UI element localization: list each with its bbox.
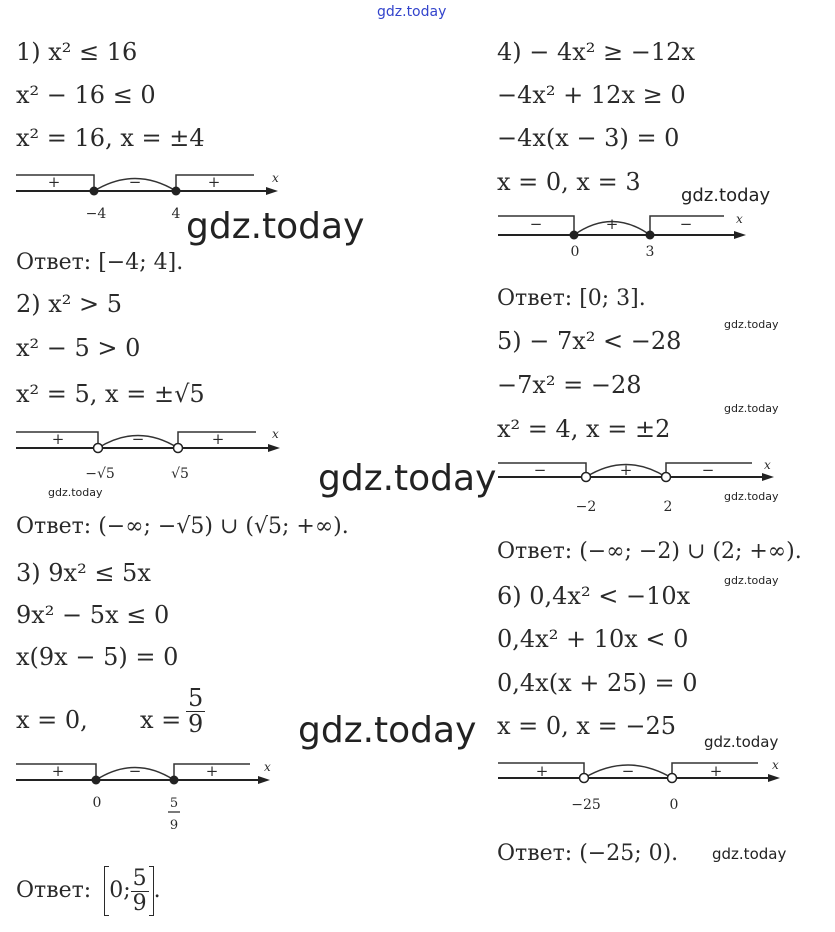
p6-point-left [580, 774, 589, 783]
p4-tick-2: 3 [645, 244, 655, 260]
p1-sign-3: + [207, 173, 221, 191]
watermark-small-4: gdz.today [724, 490, 779, 503]
watermark-small-3: gdz.today [724, 402, 779, 415]
p3-tick-2-den: 9 [169, 818, 179, 833]
p3-answer-prefix: Ответ: [16, 878, 92, 903]
p4-sign-2: + [605, 215, 619, 233]
p5-line-1: 5) − 7x² < −28 [497, 327, 682, 355]
p3-tick-1: 0 [92, 795, 102, 811]
p6-sign-1: + [535, 762, 549, 780]
p1-line-3: x² = 16, x = ±4 [16, 124, 205, 152]
p3-answer-frac-den: 9 [132, 890, 147, 916]
p3-root-left: x = 0, [16, 706, 88, 734]
p1-tick-2: 4 [171, 206, 181, 222]
p1-point-left [90, 187, 99, 196]
p3-axis-label: x [264, 760, 271, 774]
p3-line-3: x(9x − 5) = 0 [16, 643, 179, 671]
watermark-big-3: gdz.today [298, 710, 477, 751]
p3-answer-left: 0; [109, 878, 131, 903]
p4-line-3: −4x(x − 3) = 0 [497, 124, 680, 152]
p4-sign-3: − [679, 215, 693, 233]
p1-point-right [172, 187, 181, 196]
watermark-small-5: gdz.today [724, 574, 779, 587]
p4-number-line [496, 207, 752, 265]
p3-answer-frac-num: 5 [132, 866, 147, 892]
p1-sign-1: + [47, 173, 61, 191]
p6-point-right [668, 774, 677, 783]
p2-sign-2: − [131, 430, 145, 448]
p2-point-left [94, 444, 103, 453]
watermark-small-2: gdz.today [724, 318, 779, 331]
p5-axis-label: x [764, 458, 771, 472]
p6-axis-label: x [772, 758, 779, 772]
p3-frac-den: 9 [188, 710, 204, 739]
p6-line-4: x = 0, x = −25 [497, 712, 676, 740]
p2-line-2: x² − 5 > 0 [16, 334, 141, 362]
p2-sign-1: + [51, 430, 65, 448]
watermark-big-2: gdz.today [318, 458, 497, 499]
p2-number-line [14, 420, 286, 488]
p5-point-right [662, 473, 671, 482]
p1-axis-label: x [272, 171, 279, 185]
p5-line-2: −7x² = −28 [497, 371, 642, 399]
p1-line-2: x² − 16 ≤ 0 [16, 81, 156, 109]
p3-frac-num: 5 [188, 684, 204, 712]
p3-root-fraction [186, 686, 205, 737]
p5-point-left [582, 473, 591, 482]
p6-tick-1: −25 [571, 797, 601, 813]
p3-sign-3: + [205, 762, 219, 780]
p5-sign-3: − [701, 461, 715, 479]
p5-number-line [496, 453, 780, 515]
p4-sign-1: − [529, 215, 543, 233]
watermark-mid-2: gdz.today [704, 733, 779, 751]
p4-line-4: x = 0, x = 3 [497, 168, 641, 196]
p4-answer: Ответ: [0; 3]. [497, 286, 646, 311]
p3-point-right [170, 776, 179, 785]
p3-point-left [92, 776, 101, 785]
p4-line-1: 4) − 4x² ≥ −12x [497, 38, 695, 66]
p2-sign-3: + [211, 430, 225, 448]
p2-tick-1: −√5 [85, 466, 115, 482]
p1-tick-1: −4 [85, 206, 107, 222]
p3-sign-1: + [51, 762, 65, 780]
p5-sign-2: + [619, 461, 633, 479]
p2-axis-label: x [272, 427, 279, 441]
watermark-top: gdz.today [377, 4, 447, 20]
p4-line-2: −4x² + 12x ≥ 0 [497, 81, 686, 109]
p2-point-right [174, 444, 183, 453]
p5-sign-1: − [533, 461, 547, 479]
p4-axis-label: x [736, 212, 743, 226]
p1-sign-2: − [128, 173, 142, 191]
p3-root-right-prefix: x = [140, 706, 182, 734]
p6-number-line [496, 753, 786, 815]
p3-sign-2: − [128, 762, 142, 780]
p6-answer: Ответ: (−25; 0). [497, 841, 679, 866]
p2-answer: Ответ: (−∞; −√5) ∪ (√5; +∞). [16, 514, 349, 539]
p2-line-1: 2) x² > 5 [16, 290, 123, 318]
p2-tick-2: √5 [171, 466, 189, 482]
p6-tick-2: 0 [669, 797, 679, 813]
p4-point-right [646, 231, 655, 240]
watermark-small-1: gdz.today [48, 486, 103, 499]
p3-tick-2-num: 5 [169, 796, 179, 811]
p1-answer: Ответ: [−4; 4]. [16, 250, 184, 275]
p6-line-2: 0,4x² + 10x < 0 [497, 625, 689, 653]
p1-line-1: 1) x² ≤ 16 [16, 38, 138, 66]
p6-line-3: 0,4x(x + 25) = 0 [497, 669, 698, 697]
p6-sign-3: + [709, 762, 723, 780]
p5-answer: Ответ: (−∞; −2) ∪ (2; +∞). [497, 539, 802, 564]
p5-tick-1: −2 [575, 499, 597, 515]
p3-line-2: 9x² − 5x ≤ 0 [16, 601, 170, 629]
watermark-big-1: gdz.today [186, 206, 365, 247]
watermark-mid-1: gdz.today [681, 185, 771, 206]
p4-tick-1: 0 [570, 244, 580, 260]
p6-sign-2: − [621, 762, 635, 780]
p3-answer: Ответ: 0; $\frac{5}{9}$ . [16, 866, 161, 916]
p3-line-1: 3) 9x² ≤ 5x [16, 559, 151, 587]
p2-line-3: x² = 5, x = ±√5 [16, 380, 205, 408]
p5-tick-2: 2 [663, 499, 673, 515]
p3-number-line [14, 757, 276, 837]
p5-line-3: x² = 4, x = ±2 [497, 415, 671, 443]
watermark-mid-3: gdz.today [712, 845, 787, 863]
p4-point-left [570, 231, 579, 240]
p6-line-1: 6) 0,4x² < −10x [497, 582, 691, 610]
